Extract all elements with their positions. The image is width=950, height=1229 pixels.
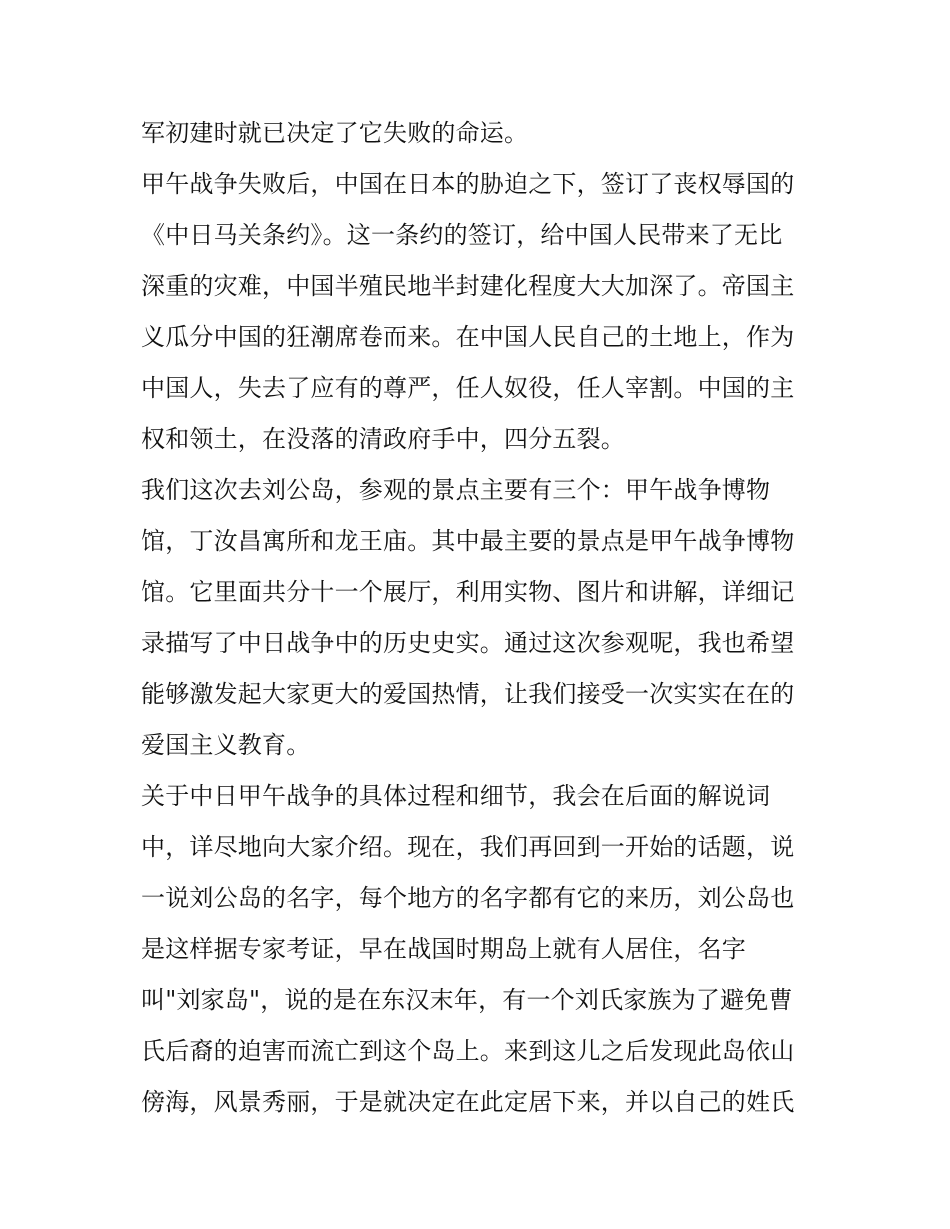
text-line: 叫"刘家岛"，说的是在东汉末年，有一个刘氏家族为了避免曹 <box>141 986 793 1014</box>
body-text <box>141 108 821 1128</box>
text-line: 一说刘公岛的名字，每个地方的名字都有它的来历，刘公岛也 <box>141 884 795 912</box>
text-line: 傍海，风景秀丽，于是就决定在此定居下来，并以自己的姓氏 <box>141 1088 795 1116</box>
text-line: 《中日马关条约》。这一条约的签订，给中国人民带来了无比 <box>141 221 783 249</box>
text-line: 能够激发起大家更大的爱国热情，让我们接受一次实实在在的 <box>141 680 795 708</box>
text-line: 军初建时就已决定了它失败的命运。 <box>141 119 529 147</box>
text-line: 氏后裔的迫害而流亡到这个岛上。来到这儿之后发现此岛依山 <box>141 1037 795 1065</box>
text-line: 中国人，失去了应有的尊严，任人奴役，任人宰割。中国的主 <box>141 374 795 402</box>
text-line: 关于中日甲午战争的具体过程和细节，我会在后面的解说词 <box>141 782 771 810</box>
text-line: 是这样据专家考证，早在战国时期岛上就有人居住，名字 <box>141 935 746 963</box>
text-line: 甲午战争失败后，中国在日本的胁迫之下，签订了丧权辱国的 <box>141 170 795 198</box>
text-line: 录描写了中日战争中的历史史实。通过这次参观呢，我也希望 <box>141 629 795 657</box>
text-line: 权和领土，在没落的清政府手中，四分五裂。 <box>141 425 625 453</box>
text-line: 馆，丁汝昌寓所和龙王庙。其中最主要的景点是甲午战争博物 <box>141 527 795 555</box>
text-line: 中，详尽地向大家介绍。现在，我们再回到一开始的话题，说 <box>141 833 795 861</box>
text-line: 爱国主义教育。 <box>141 731 311 759</box>
text-line: 义瓜分中国的狂潮席卷而来。在中国人民自己的土地上，作为 <box>141 323 795 351</box>
text-line: 我们这次去刘公岛，参观的景点主要有三个：甲午战争博物 <box>141 476 771 504</box>
text-line: 深重的灾难，中国半殖民地半封建化程度大大加深了。帝国主 <box>141 272 795 300</box>
text-line: 馆。它里面共分十一个展厅，利用实物、图片和讲解，详细记 <box>141 578 795 606</box>
